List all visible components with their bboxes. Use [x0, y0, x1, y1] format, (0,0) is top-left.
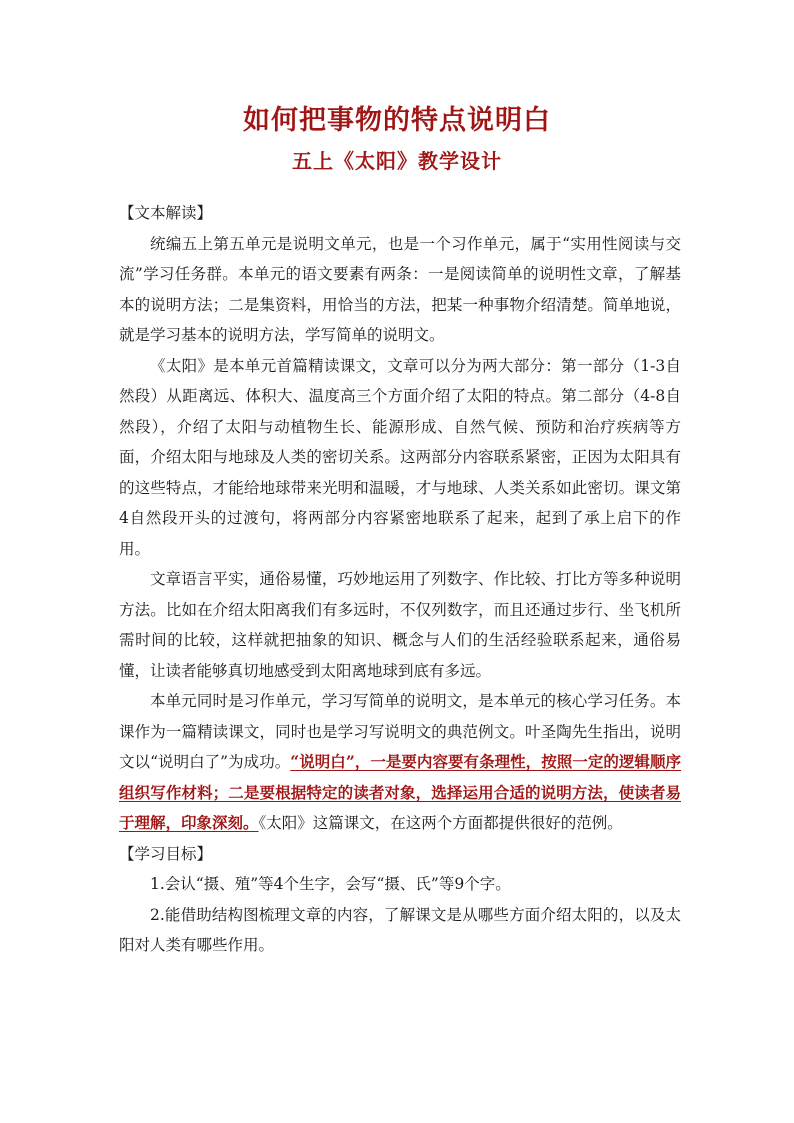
document-subtitle: 五上《太阳》教学设计	[292, 149, 502, 173]
section-heading-text-reading: 【文本解读】	[119, 204, 213, 222]
document-title: 如何把事物的特点说明白	[243, 105, 551, 136]
paragraph-text: 《太阳》这篇课文，在这两个方面都提供很好的范例。	[258, 814, 623, 832]
emphasis-text: “说明白”，一是要内容要有条理性，按照一定的逻辑顺序组织写作材料；二是要根据特定的读者对象，选择运用合适的说明方法，使读者易于理解，印象深刻。	[119, 752, 681, 832]
paragraph: 《太阳》是本单元首篇精读课文，文章可以分为两大部分：第一部分（1-3自然段）从距离远、体积大、温度高三个方面介绍了太阳的特点。第二部分（4-8自然段），介绍了太阳与动植物生长、能源形成、自然气候、预防和治疗疾病等方面，介绍太阳与地球及人类的密切关系。这两部分内容联系紧密，正因为太阳具有的这些特点，才能给地球带来光明和温暖，才与地球、人类关系如此密切。课文第4自然段开头的过渡句，将两部分内容紧密地联系了起来，起到了承上启下的作用。	[119, 356, 681, 558]
document-body	[119, 198, 681, 961]
paragraph: 统编五上第五单元是说明文单元，也是一个习作单元，属于“实用性阅读与交流”学习任务群。本单元的语文要素有两条：一是阅读简单的说明性文章，了解基本的说明方法；二是集资料，用恰当的方法，把某一种事物介绍清楚。简单地说，就是学习基本的说明方法，学写简单的说明文。	[119, 234, 681, 344]
paragraph-text: 本单元同时是习作单元，学习写简单的说明文，是本单元的核心学习任务。本课作为一篇精读课文，同时也是学习写说明文的典范例文。叶圣陶先生指出，说明文以“说明白了”为成功。	[119, 692, 681, 771]
goal-item: 1.会认“摄、殖”等4个生字，会写“摄、氏”等9个字。	[150, 875, 511, 893]
paragraph	[119, 686, 681, 839]
paragraph: 文章语言平实，通俗易懂，巧妙地运用了列数字、作比较、打比方等多种说明方法。比如在介绍太阳离我们有多远时，不仅列数字，而且还通过步行、坐飞机所需时间的比较，这样就把抽象的知识、概念与人们的生活经验联系起来，通俗易懂，让读者能够真切地感受到太阳离地球到底有多远。	[119, 570, 681, 680]
section-heading-learning-goals: 【学习目标】	[119, 844, 213, 863]
goal-item: 2.能借助结构图梳理文章的内容，了解课文是从哪些方面介绍太阳的，以及太阳对人类有哪些作用。	[119, 905, 681, 954]
